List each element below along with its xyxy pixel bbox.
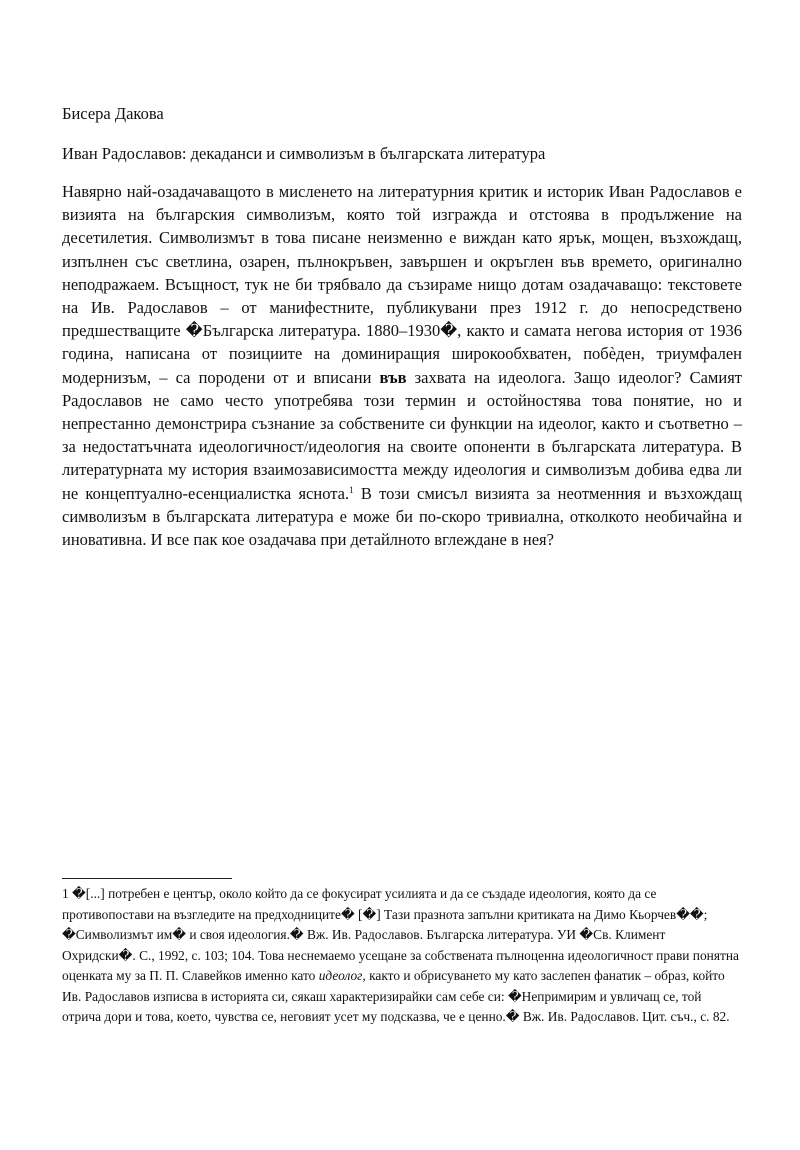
footnote-reference[interactable]: 1 [349,484,354,495]
body-text-part-1: Навярно най-озадачаващото в мисленето на литературния критик и историк Иван Радославов е визията на българския символизъм, която той изгражда и отстоява в продължение на десетилетия. Символизмът в това писане неизменно е виждан като ярък, мощен, възхождащ, изпълнен със светлина, озарен, пълнокръвен, завършен и окръглен във времето, оригинално неподражаем. Всъщност, тук не би трябвало да съзираме нищо дотам озадачаващо: текстовете на Ив. Радославов – от манифестните, публикувани през 1912 г. до непосредствено предшестващите �Българска литература. 1880–1930�, както и самата негова история от 1936 година, написана от позициите на доминиращия широкообхватен, побѐден, триумфален модернизъм, – са породени от и вписани [62,182,742,387]
footnote [62,884,742,1028]
author-name: Бисера Дакова [62,104,164,123]
body-text-bold: във [379,367,407,387]
body-paragraph [62,180,742,551]
footnote-text-part-2: , както и обрисуването му като заслепен фанатик – образ, който Ив. Радославов изписва в историята си, сякаш характеризирайки сам себе си: �Непримирим и увличащ се, той отрича дори и това, което, чувства се, неговият усет му подсказва, че е ценно.� Вж. Ив. Радославов. Цит. съч., с. 82. [62,968,730,1024]
body-text-part-2: захвата на идеолога. Защо идеолог? Самият Радославов не само често употребява този термин и остойностява това понятие, но и непрестанно демонстрира съзнание за собствените си функции на идеолог, както и съответно – за недостатъчната идеологичност/идеология на своите опоненти в българската литература. В литературната му история взаимозависимостта между идеология и символизъм добива едва ли не концептуално-есенциалистка яснота. [62,367,742,503]
footnote-text-part-1: �[...] потребен е център, около който да се фокусират усилията и да се създаде идеология, която да се противопостави на възгледите на предходниците� [�] Тази празнота запълни критиката на Димо Кьорчев��; �Символизмът им� и своя идеология.� Вж. Ив. Радославов. Българска литература. УИ �Св. Климент Охридски�. С., 1992, с. 103; 104. Това неснемаемо усещане за собствената пълноценна идеологичност прави понятна оценката му за П. П. Славейков именно като [62,886,739,983]
body-text-part-3: В този смисъл визията за неотменния и възхождащ символизъм в българската литература е може би по-скоро тривиална, отколкото необичайна и иновативна. И все пак кое озадачава при детайлното вглеждане в нея? [62,483,742,550]
footnote-text-italic: идеолог [318,968,363,983]
footnote-separator [62,878,232,879]
footnote-number: 1 [62,886,69,901]
article-title: Иван Радославов: декаданси и символизъм в българската литература [62,144,546,163]
